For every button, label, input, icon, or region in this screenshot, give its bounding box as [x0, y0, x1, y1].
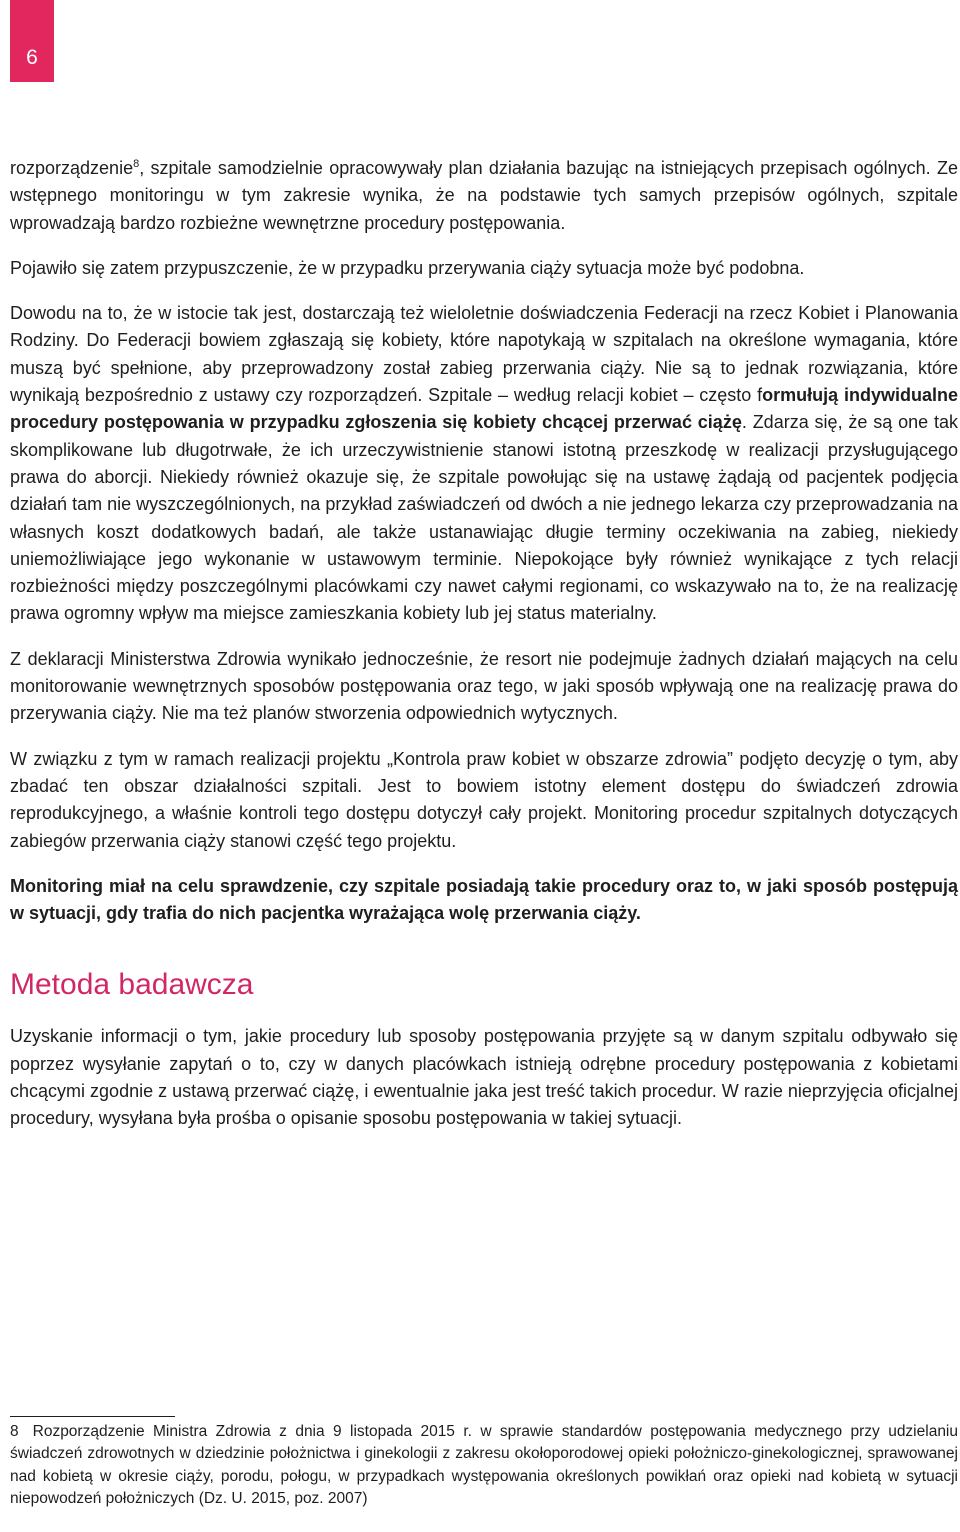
section-heading: Metoda badawcza	[10, 968, 254, 1002]
footnote-number: 8	[10, 1423, 19, 1440]
paragraph-1-start: rozporządzenie	[10, 158, 134, 178]
main-content	[10, 155, 958, 1151]
paragraph-4: Z deklaracji Ministerstwa Zdrowia wynikało jednocześnie, że resort nie podejmuje żadnych działań mających na celu monitorowanie wewnętrznych sposobów postępowania oraz tego, w jaki sposób wpływają one na realizację prawa do przerywania ciąży. Nie ma też planów stworzenia odpowiednich wytycznych.	[10, 648, 958, 724]
paragraph-3-bold: ormułują indywidualne procedury postępowania w przypadku zgłoszenia się kobiety chcącej przerwać ciążę	[10, 385, 958, 433]
footnote	[10, 1421, 958, 1510]
paragraph-3	[10, 300, 958, 628]
paragraph-3-rest: . Zdarza się, że są one tak skomplikowane lub długotrwałe, że ich urzeczywistnienie stanowi istotną przeszkodę w realizacji przysługującego prawa do aborcji. Niekiedy również okazuje się, że szpitale powołując się na ustawę żądają od pacjentek podjęcia działań tam nie wyszczególnionych, na przykład zaświadczeń od dwóch a nie jednego lekarza czy przeprowadzania na własnych koszt dodatkowych badań, ale także ustanawiając długie terminy oczekiwania na zabieg, niekiedy uniemożliwiające jego wykonanie w ustawowym terminie. Niepokojące były również wynikające z tych relacji rozbieżności między poszczególnymi placówkami czy nawet całymi regionami, co wskazywało na to, że na realizację prawa ogromny wpływ ma miejsce zamieszkania kobiety lub jej status materialny.	[10, 412, 959, 624]
footnote-text: Rozporządzenie Ministra Zdrowia z dnia 9 listopada 2015 r. w sprawie standardów postępowania medycznego przy udzielaniu świadczeń zdrowotnych w dziedzinie położnictwa i ginekologii z zakresu okołoporodowej opieki położniczo-ginekologicznej, sprawowanej nad kobietą w okresie ciąży, porodu, połogu, w przypadkach występowania określonych powikłań oraz opieki nad kobietą w sytuacji niepowodzeń położniczych (Dz. U. 2015, poz. 2007)	[10, 1423, 958, 1507]
paragraph-2: Pojawiło się zatem przypuszczenie, że w przypadku przerywania ciąży sytuacja może być podobna.	[10, 257, 805, 278]
paragraph-6-bold: Monitoring miał na celu sprawdzenie, czy szpitale posiadają takie procedury oraz to, w jaki sposób postępują w sytuacji, gdy trafia do nich pacjentka wyrażająca wolę przerwania ciąży.	[10, 875, 958, 924]
footnote-divider	[10, 1416, 175, 1417]
paragraph-1	[10, 155, 958, 237]
page-number-badge	[10, 0, 54, 82]
page-number: 6	[26, 46, 38, 69]
paragraph-5: W związku z tym w ramach realizacji projektu „Kontrola praw kobiet w obszarze zdrowia” podjęto decyzję o tym, aby zbadać ten obszar działalności szpitali. Jest to bowiem istotny element dostępu do świadczeń zdrowia reprodukcyjnego, a właśnie kontroli tego dostępu dotyczył cały projekt. Monitoring procedur szpitalnych dotyczących zabiegów przerwania ciąży stanowi część tego projektu.	[10, 748, 958, 851]
paragraph-3-start: Dowodu na to, że w istocie tak jest, dostarczają też wieloletnie doświadczenia Federacji na rzecz Kobiet i Planowania Rodziny. Do Federacji bowiem zgłaszają się kobiety, które napotykają w szpitalach na określone wymagania, które muszą być spełnione, aby przeprowadzony został zabieg przerwania ciąży. Nie są to jednak rozwiązania, które wynikają bezpośrednio z ustawy czy rozporządzeń. Szpitale – według relacji kobiet – często f	[10, 303, 958, 406]
paragraph-1-rest: , szpitale samodzielnie opracowywały plan działania bazując na istniejących przepisach ogólnych. Ze wstępnego monitoringu w tym zakresie wynika, że na podstawie tych samych przepisów ogólnych, szpitale wprowadzają bardzo rozbieżne wewnętrzne procedury postępowania.	[10, 158, 958, 233]
section-paragraph: Uzyskanie informacji o tym, jakie procedury lub sposoby postępowania przyjęte są w danym szpitalu odbywało się poprzez wysyłanie zapytań o to, czy w danych placówkach istnieją odrębne procedury postępowania z kobietami chcącymi zgodnie z ustawą przerwać ciążę, i ewentualnie jaka jest treść takich procedur. W razie nieprzyjęcia oficjalnej procedury, wysyłana była prośba o opisanie sposobu postępowania w takiej sytuacji.	[10, 1026, 958, 1129]
footnote-reference: 8	[133, 158, 140, 170]
